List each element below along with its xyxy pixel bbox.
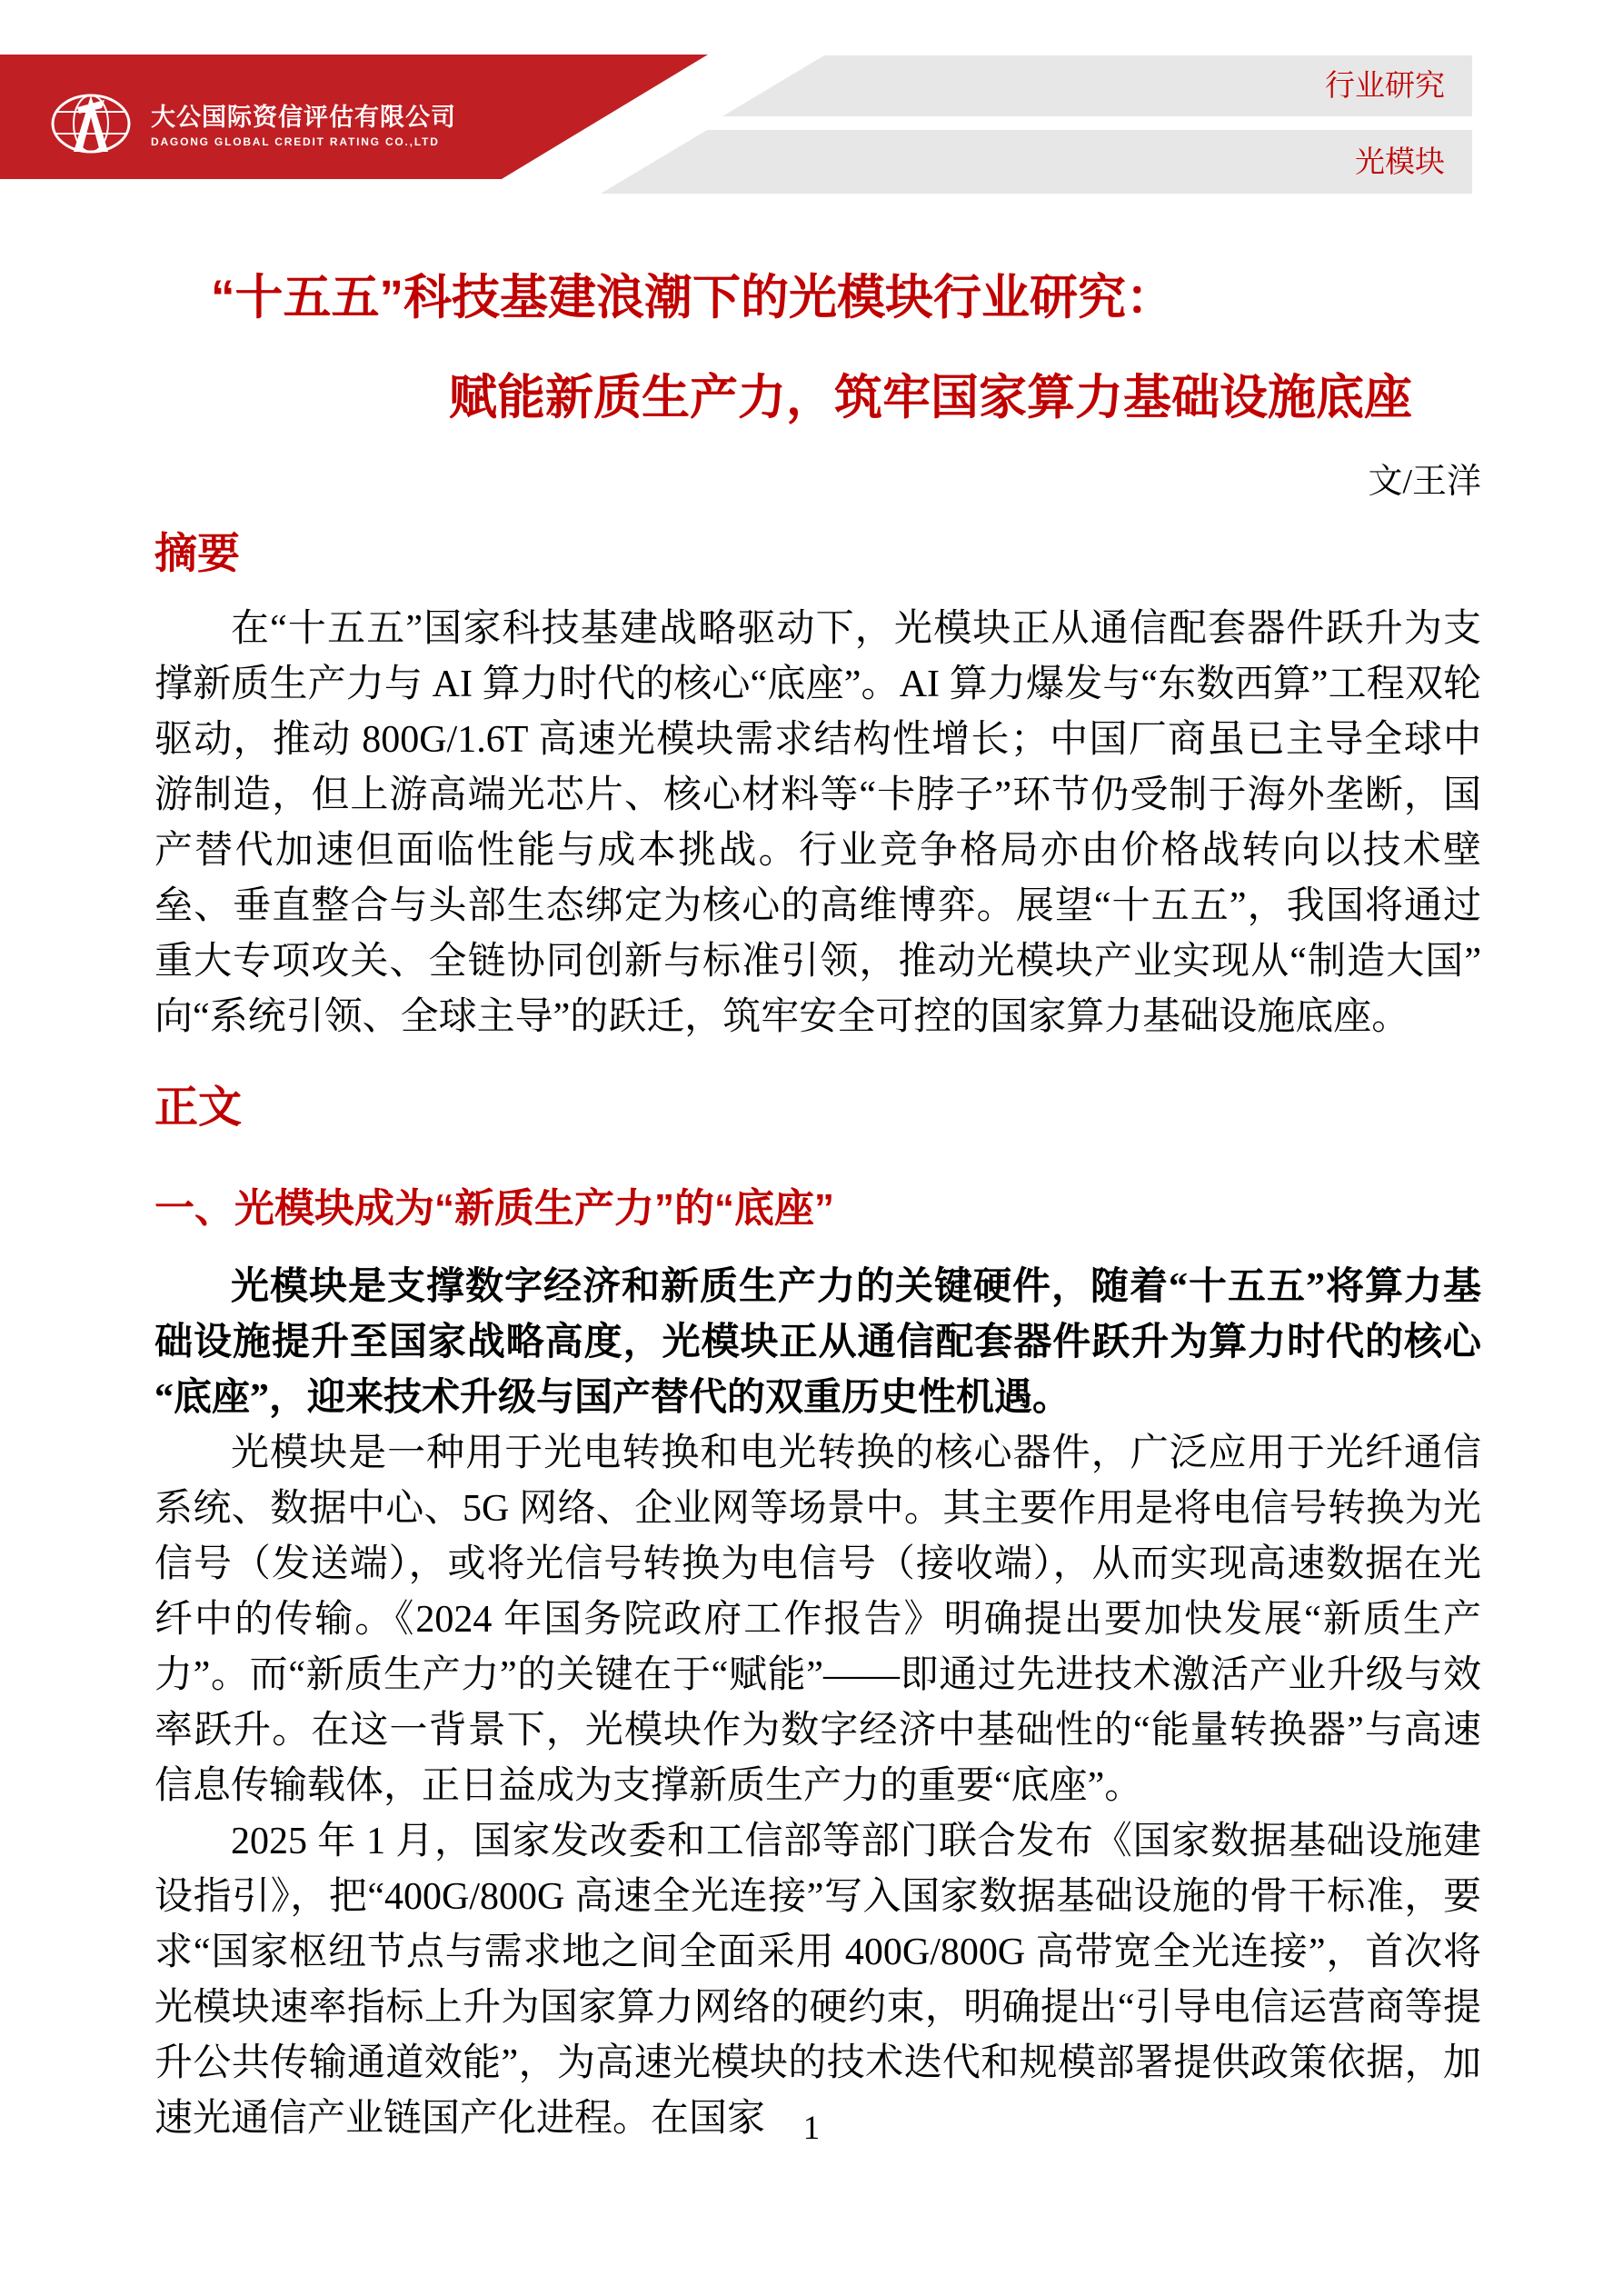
company-name-cn: 大公国际资信评估有限公司: [151, 104, 456, 131]
report-title-line2: 赋能新质生产力，筑牢国家算力基础设施底座: [449, 371, 1412, 424]
document-body: [0, 271, 1623, 2147]
dagong-globe-icon: [51, 93, 131, 159]
section1-paragraph-1: 光模块是支撑数字经济和新质生产力的关键硬件，随着“十五五”将算力基础设施提升至国家战略高度，光模块正从通信配套器件跃升为算力时代的核心“底座”，迎来技术升级与国产替代的双重历史性机遇。: [154, 1266, 1481, 1419]
abstract-heading: 摘要: [154, 529, 240, 577]
section1-paragraph-3: 2025 年 1 月，国家发改委和工信部等部门联合发布《国家数据基础设施建设指引》，把“400G/800G 高速全光连接”写入国家数据基础设施的骨干标准，要求“国家枢纽节点与需求地之间全面采用 400G/800G 高带宽全光连接”，首次将光模块速率指标上升为国家算力网络的硬约束，明确提出“引导电信运营商等提升公共传输通道效能”，为高速光模块的技术迭代和规模部署提供政策依据，加速光通信产业链国产化进程。在国家: [154, 1821, 1481, 2140]
company-name-block: [151, 104, 456, 148]
report-type-label: 行业研究: [1325, 70, 1445, 103]
main-text-heading: 正文: [154, 1083, 243, 1132]
author-byline: 文/王洋: [1368, 463, 1481, 501]
page-number: 1: [802, 2110, 821, 2147]
company-name-en: DAGONG GLOBAL CREDIT RATING CO.,LTD: [151, 135, 440, 148]
report-title-line1: “十五五”科技基建浪潮下的光模块行业研究：: [211, 271, 1174, 324]
abstract-paragraph: 在“十五五”国家科技基建战略驱动下，光模块正从通信配套器件跃升为支撑新质生产力与 AI 算力时代的核心“底座”。AI 算力爆发与“东数西算”工程双轮驱动，推动 800G/1.6T 高速光模块需求结构性增长；中国厂商虽已主导全球中游制造，但上游高端光芯片、核心材料等“卡脖子”环节仍受制于海外垄断，国产替代加速但面临性能与成本挑战。行业竞争格局亦由价格战转向以技术壁垒、垂直整合与头部生态绑定为核心的高维博弈。展望“十五五”，我国将通过重大专项攻关、全链协同创新与标准引领，推动光模块产业实现从“制造大国”向“系统引领、全球主导”的跃迁，筑牢安全可控的国家算力基础设施底座。: [154, 608, 1481, 1038]
section1-paragraph-2: 光模块是一种用于光电转换和电光转换的核心器件，广泛应用于光纤通信系统、数据中心、5G 网络、企业网等场景中。其主要作用是将电信号转换为光信号（发送端），或将光信号转换为电信号（接收端），从而实现高速数据在光纤中的传输。《2024 年国务院政府工作报告》明确提出要加快发展“新质生产力”。而“新质生产力”的关键在于“赋能”——即通过先进技术激活产业升级与效率跃升。在这一背景下，光模块作为数字经济中基础性的“能量转换器”与高速信息传输载体，正日益成为支撑新质生产力的重要“底座”。: [154, 1433, 1481, 1807]
section1-heading: 一、光模块成为“新质生产力”的“底座”: [154, 1186, 834, 1231]
industry-label: 光模块: [1355, 146, 1445, 179]
gray-band-bottom-shape: [601, 130, 1472, 194]
company-logo: [51, 93, 456, 159]
